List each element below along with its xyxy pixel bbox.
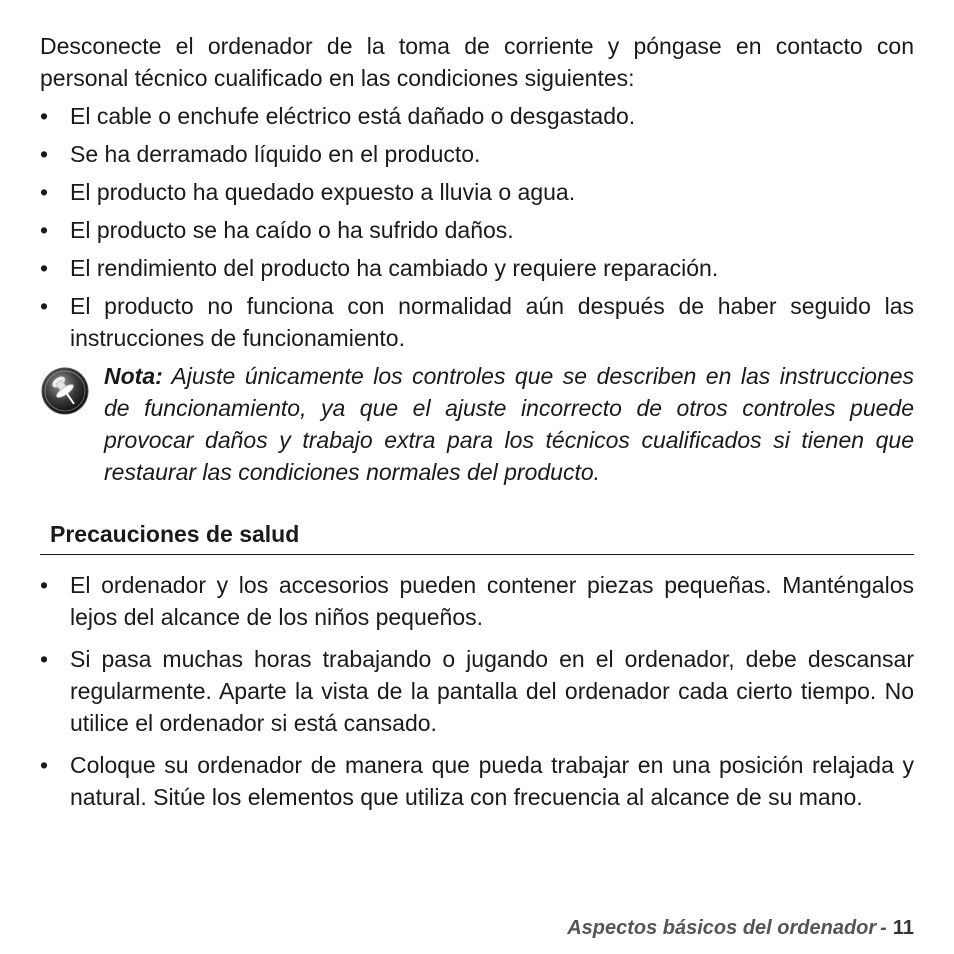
list-item (40, 749, 914, 813)
footer-separator: - (880, 917, 887, 939)
list-item (40, 214, 914, 246)
page-number: 11 (892, 917, 914, 939)
bullet-icon: • (40, 646, 49, 672)
list-item-text: Coloque su ordenador de manera que pueda trabajar en una posición relajada y natural. Sitúe los elementos que utiliza con frecuencia al alcance de su mano. (70, 752, 914, 810)
list-item (40, 176, 914, 208)
list-item-text: Si pasa muchas horas trabajando o jugando en el ordenador, debe descansar regularmente. Aparte la vista de la pantalla del ordenador cada cierto tiempo. No utilice el ordenador si está cansado. (70, 646, 914, 736)
list-item-text: El producto se ha caído o ha sufrido daños. (70, 217, 514, 243)
list-item (40, 643, 914, 739)
list-item (40, 290, 914, 354)
bullet-icon: • (40, 141, 49, 167)
document-page (40, 30, 914, 813)
bullet-icon: • (40, 572, 49, 598)
list-item-text: El producto no funciona con normalidad aún después de haber seguido las instrucciones de funcionamiento. (70, 293, 914, 351)
pushpin-note-icon (40, 366, 90, 416)
list-item-text: El cable o enchufe eléctrico está dañado o desgastado. (70, 103, 636, 129)
note-label: Nota: (104, 363, 163, 389)
section-heading: Precauciones de salud (40, 518, 914, 555)
list-item (40, 252, 914, 284)
list-item (40, 100, 914, 132)
bullet-icon: • (40, 103, 49, 129)
list-item (40, 569, 914, 633)
conditions-list (40, 100, 914, 354)
bullet-icon: • (40, 752, 49, 778)
list-item-text: El rendimiento del producto ha cambiado y requiere reparación. (70, 255, 719, 281)
note-block (40, 360, 914, 488)
footer-section-title: Aspectos básicos del ordenador (567, 917, 877, 939)
bullet-icon: • (40, 179, 49, 205)
bullet-icon: • (40, 255, 49, 281)
list-item-text: Se ha derramado líquido en el producto. (70, 141, 481, 167)
note-text: Ajuste únicamente los controles que se describen en las instrucciones de funcionamiento, ya que el ajuste incorrecto de otros controles puede provocar daños y trabajo extra para los técnicos cualificados si tienen que restaurar las condiciones normales del producto. (104, 363, 914, 485)
bullet-icon: • (40, 217, 49, 243)
page-footer (567, 914, 914, 942)
intro-paragraph: Desconecte el ordenador de la toma de corriente y póngase en contacto con personal técnico cualificado en las condiciones siguientes: (40, 33, 914, 91)
bullet-icon: • (40, 293, 49, 319)
list-item (40, 138, 914, 170)
list-item-text: El producto ha quedado expuesto a lluvia o agua. (70, 179, 576, 205)
list-item-text: El ordenador y los accesorios pueden contener piezas pequeñas. Manténgalos lejos del alcance de los niños pequeños. (70, 572, 914, 630)
health-precautions-list (40, 569, 914, 813)
